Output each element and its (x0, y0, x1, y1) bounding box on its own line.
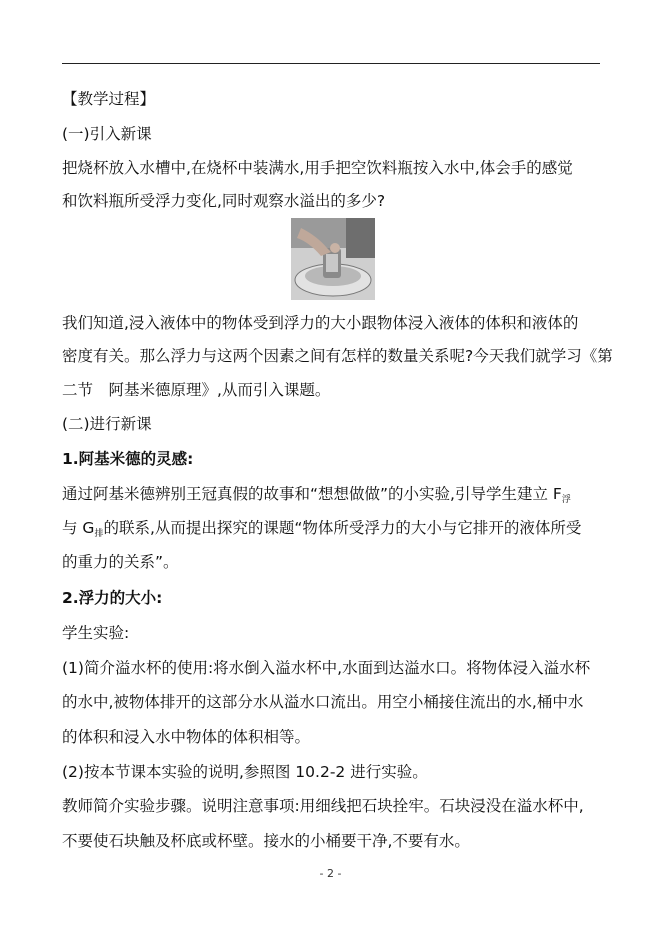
para3-line-1-text: 通过阿基米德辨别王冠真假的故事和“想想做做”的小实验,引导学生建立 F (62, 485, 562, 503)
subscript-buoyancy: 浮 (561, 495, 571, 505)
intro-line-1: 把烧杯放入水槽中,在烧杯中装满水,用手把空饮料瓶按入水中,体会手的感觉 (62, 159, 573, 177)
para3-line-2 (62, 518, 581, 544)
teacher-line-2: 不要使石块触及杯底或杯壁。接水的小桶要干净,不要有水。 (62, 832, 470, 850)
para2-line-3: 二节 阿基米德原理》,从而引入课题。 (62, 381, 331, 399)
section-header: 【教学过程】 (62, 90, 156, 108)
student-experiment-label: 学生实验: (62, 624, 130, 642)
para2-line-2: 密度有关。那么浮力与这两个因素之间有怎样的数量关系呢?今天我们就学习《第 (62, 347, 613, 365)
heading-buoyancy: 2.浮力的大小: (62, 589, 163, 607)
para2-line-1: 我们知道,浸入液体中的物体受到浮力的大小跟物体浸入液体的体积和液体的 (62, 314, 579, 332)
para3-line-2-b: 的联系,从而提出探究的课题“物体所受浮力的大小与它排开的液体所受 (103, 519, 582, 537)
subscript-displaced: 排 (94, 529, 104, 539)
teacher-line-1: 教师简介实验步骤。说明注意事项:用细线把石块拴牢。石块浸没在溢水杯中, (62, 797, 584, 815)
para3-line-2-a: 与 G (62, 519, 95, 537)
page-number: - 2 - (319, 867, 342, 880)
para3-line-1 (62, 484, 571, 510)
header-rule (62, 63, 600, 64)
intro-line-2: 和饮料瓶所受浮力变化,同时观察水溢出的多少? (62, 192, 386, 210)
step1-line-1: (1)简介溢水杯的使用:将水倒入溢水杯中,水面到达溢水口。将物体浸入溢水杯 (62, 659, 591, 677)
experiment-photo (291, 218, 375, 300)
heading-archimedes: 1.阿基米德的灵感: (62, 450, 194, 468)
step2-line: (2)按本节课本实验的说明,参照图 10.2-2 进行实验。 (62, 763, 428, 781)
step1-line-3: 的体积和浸入水中物体的体积相等。 (62, 728, 311, 746)
section-2-title: (二)进行新课 (62, 415, 152, 433)
section-1-title: (一)引入新课 (62, 125, 152, 143)
step1-line-2: 的水中,被物体排开的这部分水从溢水口流出。用空小桶接住流出的水,桶中水 (62, 693, 584, 711)
para3-line-3: 的重力的关系”。 (62, 553, 179, 571)
